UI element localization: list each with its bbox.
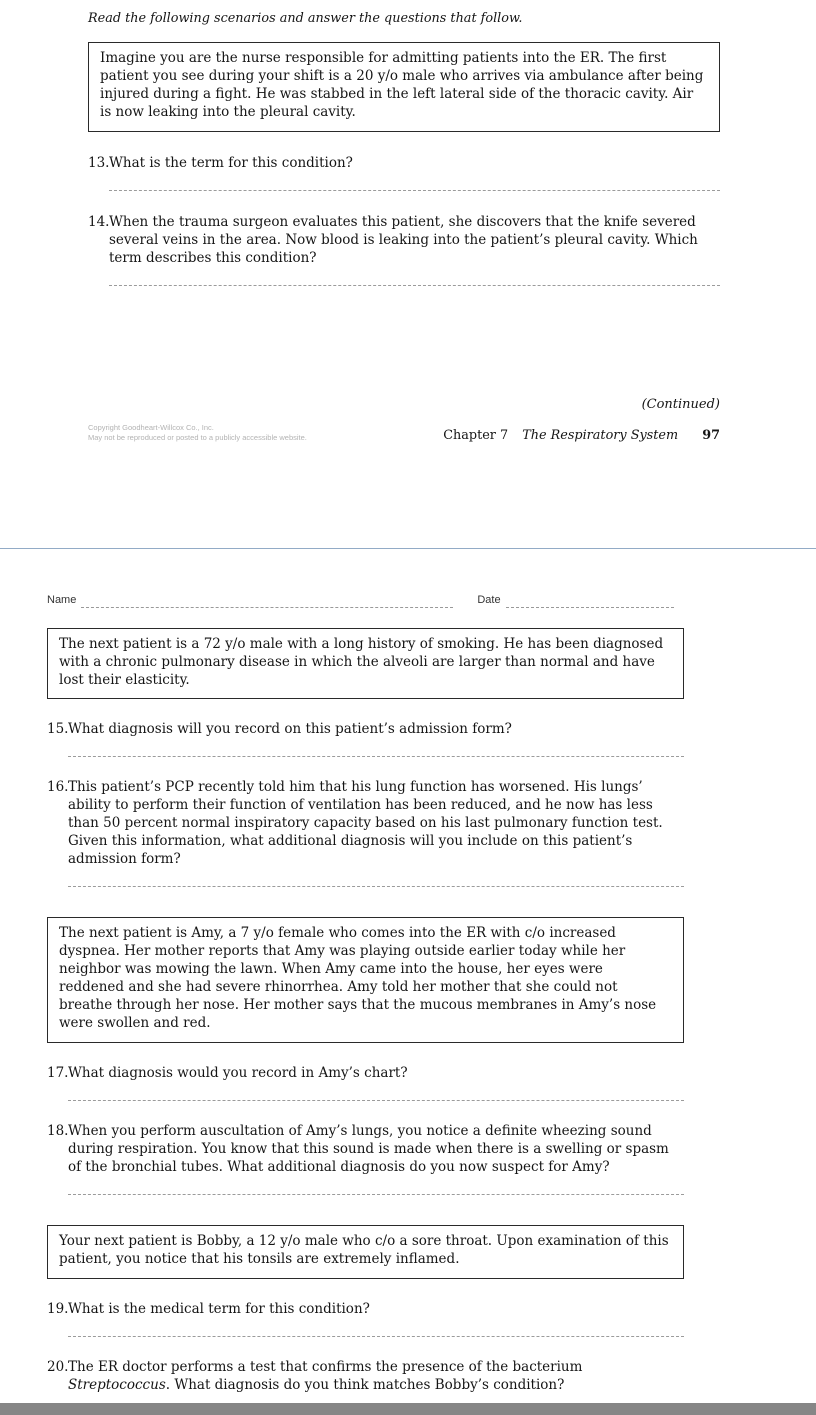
scenario-box-smoker [47, 628, 684, 700]
question-text: What is the term for this condition? [109, 154, 353, 171]
copyright-notice [88, 423, 307, 444]
scenario-text: The next patient is a 72 y/o male with a long history of smoking. He has been diagnosed with a chronic pulmonary disease in which the alveoli are larger than normal and have lost their elasticity. [59, 635, 664, 688]
question-17 [47, 1065, 684, 1083]
question-15 [47, 721, 684, 739]
scenario-box-bobby [47, 1225, 684, 1279]
page-footer [88, 423, 720, 444]
question-number: 17. [47, 1064, 69, 1081]
question-text: When the trauma surgeon evaluates this patient, she discovers that the knife severed several veins in the area. Now blood is leaking into the patient’s pleural cavity. Which term describes this condition? [109, 213, 698, 266]
scenario-box-amy [47, 917, 684, 1043]
question-13 [88, 155, 720, 173]
question-text: What diagnosis would you record in Amy’s chart? [68, 1064, 408, 1081]
copyright-line-2: May not be reproduced or posted to a publicly accessible website. [88, 433, 307, 443]
question-14 [88, 214, 720, 268]
copyright-line-1: Copyright Goodheart-Willcox Co., Inc. [88, 422, 214, 432]
question-text-before: The ER doctor performs a test that confirms the presence of the bacterium [68, 1358, 583, 1375]
date-label: Date [477, 594, 501, 606]
answer-line-q19 [68, 1325, 684, 1337]
answer-line-q16 [68, 875, 684, 887]
answer-line-q13 [109, 179, 720, 191]
scenario-text: Imagine you are the nurse responsible for admitting patients into the ER. The first patient you see during your shift is a 20 y/o male who arrives via ambulance after being injured during a fight. He was stabbed in the left lateral side of the thoracic cavity. Air is now leaking into the pleural cavity. [100, 50, 704, 120]
page-number: 97 [702, 427, 720, 443]
chapter-title: The Respiratory System [522, 427, 679, 443]
question-text-after: . What diagnosis do you think matches Bobby’s condition? [165, 1376, 565, 1393]
page-1 [0, 0, 816, 444]
question-16 [47, 779, 684, 869]
question-text [68, 1359, 684, 1395]
question-number: 14. [88, 213, 110, 230]
name-blank-line [81, 596, 453, 608]
answer-line-q17 [68, 1089, 684, 1101]
question-text: This patient’s PCP recently told him that his lung function has worsened. His lungs’ ability to perform their function of ventilation has been reduced, and he now has less than 50 percent normal inspiratory capacity based on his last pulmonary function test. Given this information, what additional diagnosis will you include on this patient’s admission form? [68, 779, 663, 868]
question-text: What diagnosis will you record on this patient’s admission form? [68, 721, 512, 738]
question-text: When you perform auscultation of Amy’s lungs, you notice a definite wheezing sound during respiration. You know that this sound is made when there is a swelling or spasm of the bronchial tubes. What additional diagnosis do you now suspect for Amy? [68, 1122, 669, 1175]
directions-text: Read the following scenarios and answer the questions that follow. [88, 11, 523, 26]
continued-label: (Continued) [641, 396, 720, 412]
question-number: 16. [47, 779, 69, 796]
page-2 [0, 549, 816, 1413]
bacterium-name: Streptococcus [68, 1376, 166, 1393]
chapter-label: Chapter 7 [443, 427, 509, 443]
question-text: What is the medical term for this condition? [68, 1300, 370, 1317]
scenario-text: The next patient is Amy, a 7 y/o female who comes into the ER with c/o increased dyspnea. Her mother reports that Amy was playing outside earlier today while her neighbor was mowing the lawn. When Amy came into the house, her eyes were reddened and she had severe rhinorrhea. Amy told her mother that she could not breathe through her nose. Her mother says that the mucous membranes in Amy’s nose were swollen and red. [59, 925, 657, 1031]
question-19 [47, 1301, 684, 1319]
name-date-row [47, 593, 684, 608]
name-label: Name [47, 594, 77, 606]
answer-line-q14 [109, 274, 720, 286]
question-20 [47, 1359, 684, 1395]
question-number: 13. [88, 154, 110, 171]
question-number: 19. [47, 1300, 69, 1317]
answer-line-q18 [68, 1183, 684, 1195]
scenario-text: Your next patient is Bobby, a 12 y/o male who c/o a sore throat. Upon examination of this patient, you notice that his tonsils are extremely inflamed. [59, 1232, 669, 1267]
date-blank-line [506, 596, 674, 608]
question-number: 18. [47, 1122, 69, 1139]
chapter-footer [443, 427, 720, 444]
answer-line-q15 [68, 745, 684, 757]
next-page-edge-strip [0, 1403, 816, 1415]
question-number: 15. [47, 721, 69, 738]
question-number: 20. [47, 1358, 69, 1375]
scenario-box-stab-wound [88, 42, 720, 132]
question-18 [47, 1123, 684, 1177]
